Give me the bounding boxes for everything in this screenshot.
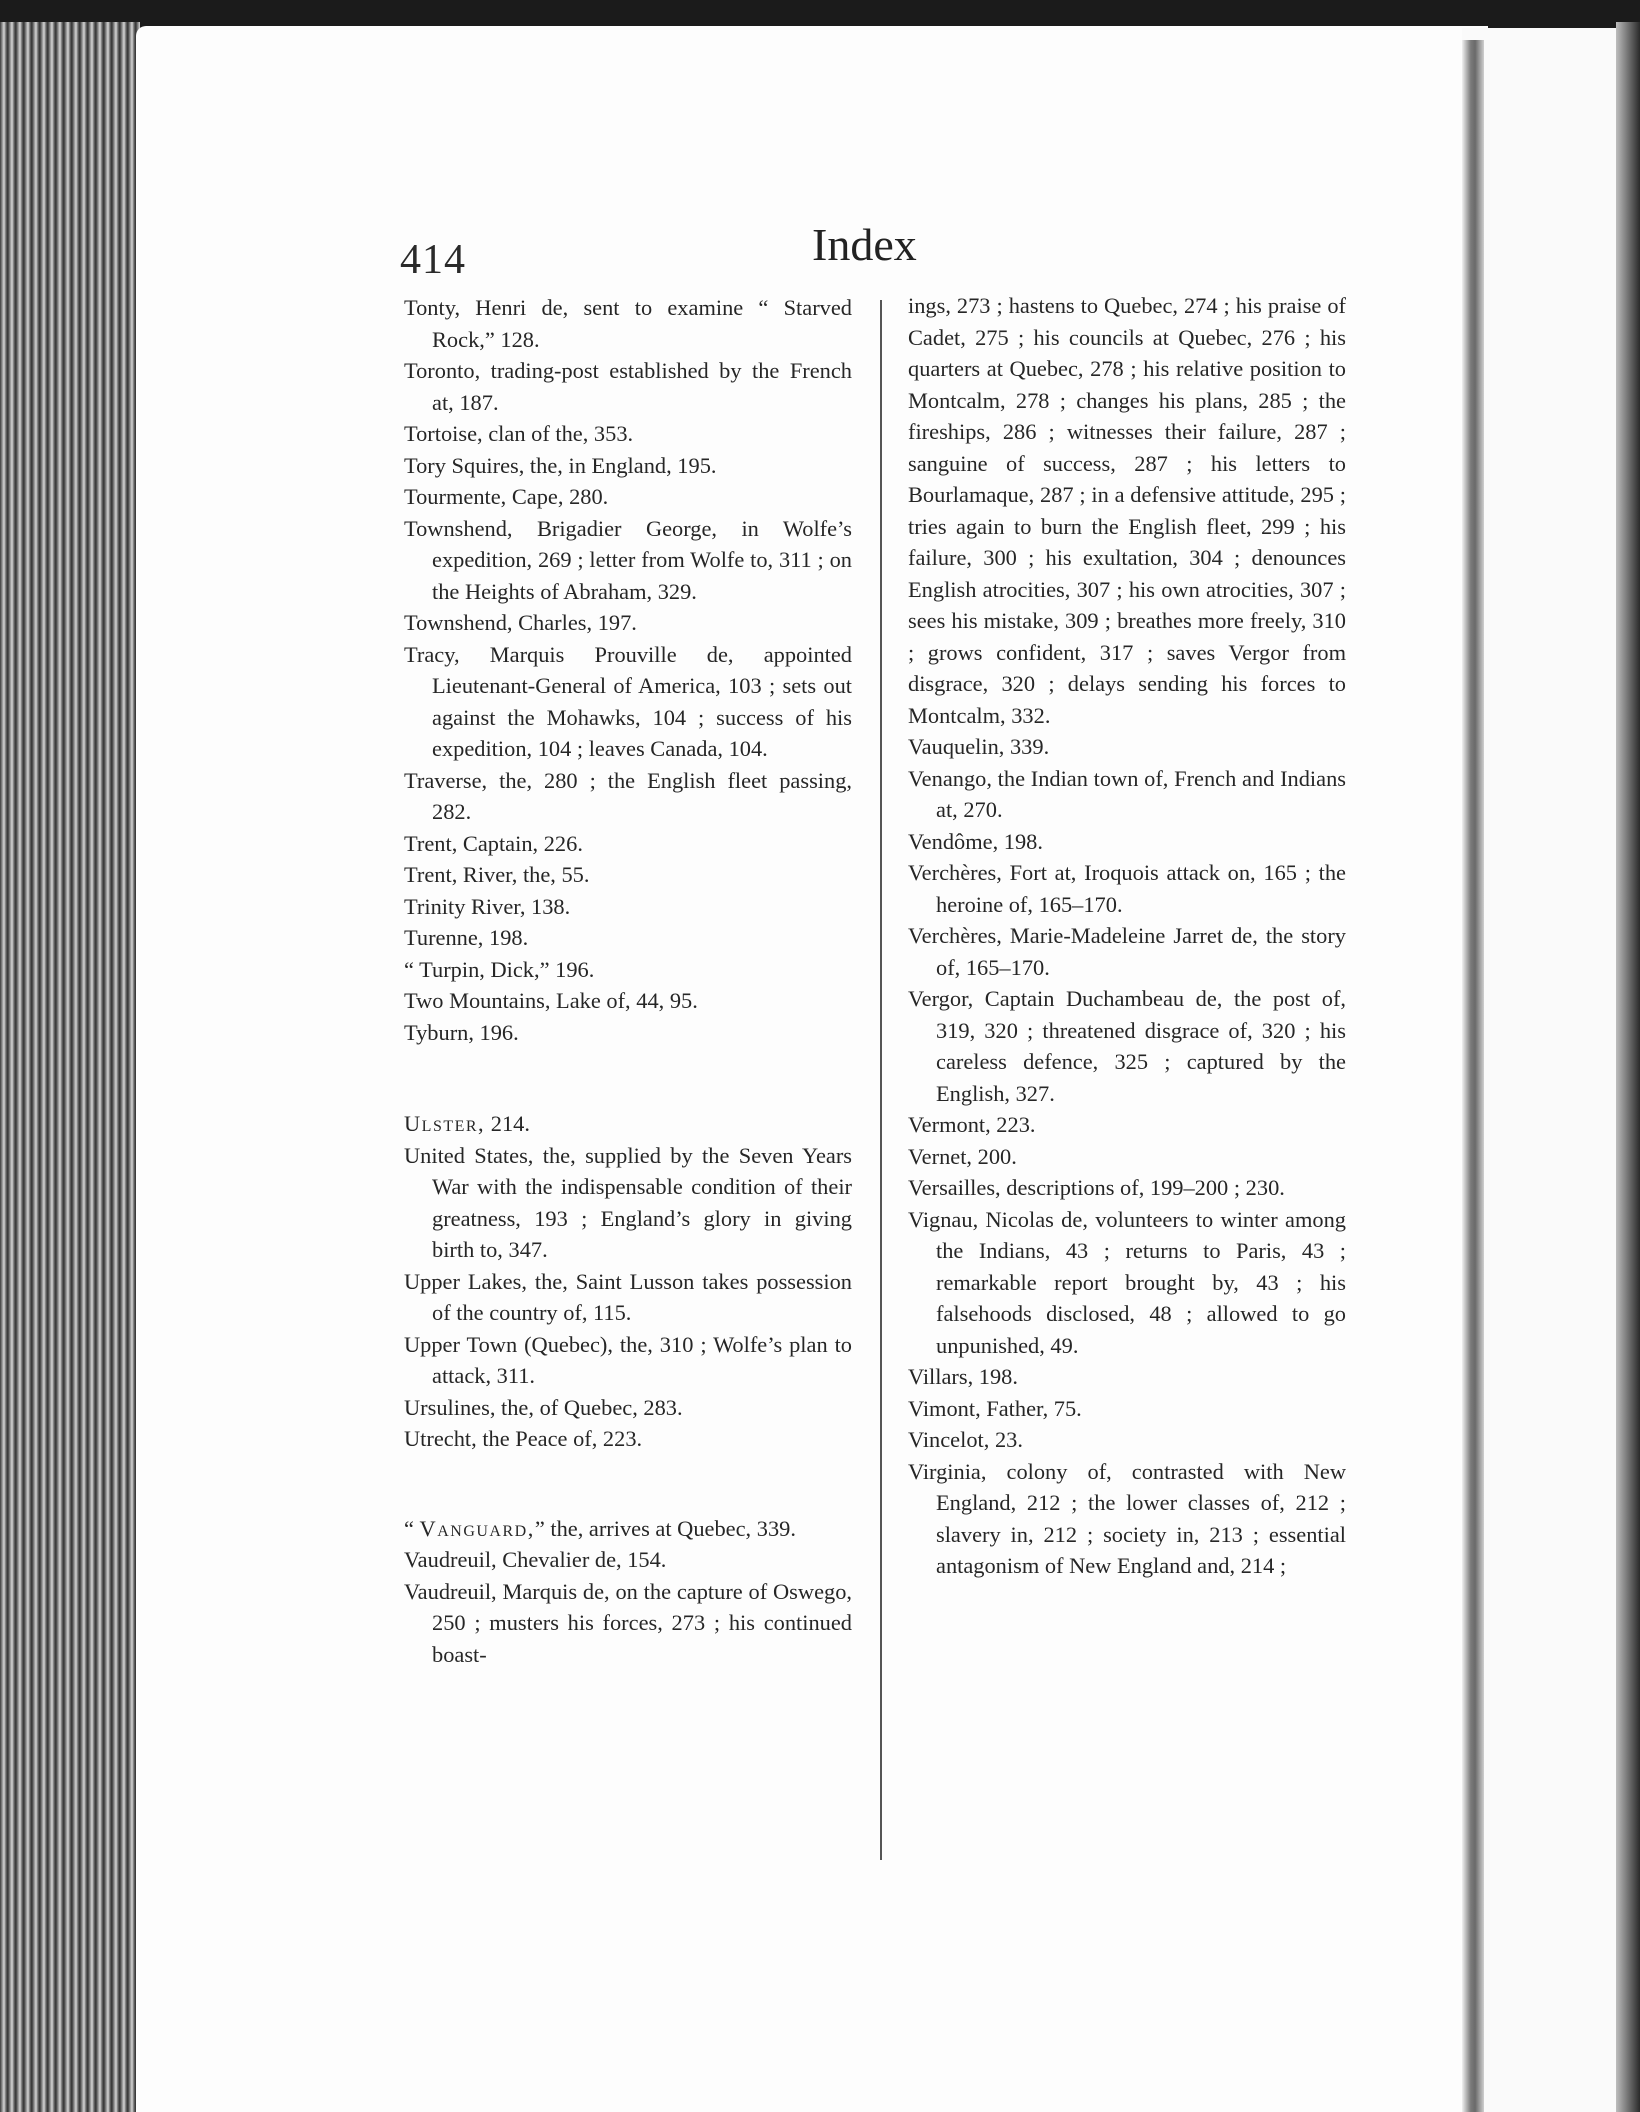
index-entry: Verchères, Fort at, Iroquois attack on, 165 ; the heroine of, 165–170.	[908, 860, 1346, 917]
book-gutter	[1462, 40, 1484, 2112]
index-entry: United States, the, supplied by the Seven Years War with the indispensable condition of their greatness, 193 ; England’s glory in giving birth to, 347.	[404, 1142, 852, 1262]
running-head-title: Index	[812, 219, 917, 270]
index-entry: Upper Lakes, the, Saint Lusson takes possession of the country of, 115.	[404, 1268, 852, 1325]
index-entry: Townshend, Brigadier George, in Wolfe’s expedition, 269 ; letter from Wolfe to, 311 ; on the Heights of Abraham, 329.	[404, 515, 852, 604]
index-entry: Ursulines, the, of Quebec, 283.	[404, 1394, 683, 1420]
index-entry: Vincelot, 23.	[908, 1427, 1023, 1452]
index-entry: Vignau, Nicolas de, volunteers to winter among the Indians, 43 ; returns to Paris, 43 ; remarkable report brought by, 43 ; his falsehoods disclosed, 48 ; allowed to go unpunished, 49.	[908, 1206, 1346, 1358]
open-quote: “	[404, 1515, 420, 1541]
index-entry: Trinity River, 138.	[404, 893, 571, 919]
index-entry: Tonty, Henri de, sent to examine “ Starved Rock,” 128.	[404, 295, 852, 352]
index-entry: Trent, Captain, 226.	[404, 830, 583, 856]
column-divider	[880, 300, 882, 1860]
index-entry: Tracy, Marquis Prouville de, appointed Lieutenant-General of America, 103 ; sets out against the Mohawks, 104 ; success of his expedition, 104 ; leaves Canada, 104.	[404, 641, 852, 761]
index-entry-pages: 214.	[485, 1111, 530, 1136]
index-entry: Villars, 198.	[908, 1364, 1018, 1389]
index-entry: Two Mountains, Lake of, 44, 95.	[404, 988, 698, 1013]
index-entry: Vaudreuil, Chevalier de, 154.	[404, 1547, 667, 1572]
index-entry: Venango, the Indian town of, French and Indians at, 270.	[908, 765, 1346, 822]
index-entry: Tory Squires, the, in England, 195.	[404, 452, 717, 478]
index-entry-vanguard	[404, 1513, 852, 1545]
index-entry: Vauquelin, 339.	[908, 734, 1050, 759]
letter-section-heading: Ulster,	[404, 1111, 486, 1136]
index-entry-continued: ings, 273 ; hastens to Quebec, 274 ; his praise of Cadet, 275 ; his councils at Quebec, 276 ; his quarters at Quebec, 278 ; his relative position to Montcalm, 278 ; changes his plans, 285 ; the fireships, 286 ; witnesses their failure, 287 ; sanguine of success, 287 ; his letters to Bourlamaque, 287 ; in a defensive attitude, 295 ; tries again to burn the English fleet, 299 ; his failure, 300 ; his exultation, 304 ; denounces English atrocities, 307 ; his own atrocities, 307 ; sees his mistake, 309 ; breathes more freely, 310 ; grows confident, 317 ; saves Vergor from disgrace, 320 ; delays sending his forces to Montcalm, 332.	[908, 293, 1346, 728]
index-entry-rest: ” the, arrives at Quebec, 339.	[534, 1515, 796, 1541]
index-entry: “ Turpin, Dick,” 196.	[404, 956, 595, 982]
index-entry: Trent, River, the, 55.	[404, 862, 590, 887]
index-entry: Upper Town (Quebec), the, 310 ; Wolfe’s plan to attack, 311.	[404, 1331, 852, 1388]
index-column-right	[908, 290, 1346, 1582]
index-entry: Townshend, Charles, 197.	[404, 610, 637, 635]
index-entry: Vendôme, 198.	[908, 828, 1043, 854]
index-entry: Virginia, colony of, contrasted with New England, 212 ; the lower classes of, 212 ; slavery in, 212 ; society in, 213 ; essential antagonism of New England and, 214 ;	[908, 1458, 1346, 1578]
letter-section-gap	[404, 1455, 852, 1513]
index-entry: Traverse, the, 280 ; the English fleet passing, 282.	[404, 767, 852, 824]
index-entry: Verchères, Marie-Madeleine Jarret de, the story of, 165–170.	[908, 923, 1346, 980]
index-entry: Vimont, Father, 75.	[908, 1395, 1082, 1421]
letter-section-gap	[404, 1048, 852, 1108]
index-entry: Turenne, 198.	[404, 925, 529, 950]
page-number: 414	[400, 237, 466, 283]
index-entry: Tourmente, Cape, 280.	[404, 484, 609, 509]
index-entry: Vaudreuil, Marquis de, on the capture of Oswego, 250 ; musters his forces, 273 ; his continued boast-	[404, 1578, 852, 1667]
index-entry: Tyburn, 196.	[404, 1019, 519, 1045]
index-entry: Toronto, trading-post established by the French at, 187.	[404, 358, 852, 415]
letter-section-heading: Vanguard,	[419, 1515, 535, 1541]
index-column-left	[404, 292, 852, 1670]
index-entry-ulster	[404, 1108, 852, 1140]
index-entry: Utrecht, the Peace of, 223.	[404, 1426, 643, 1451]
index-entry: Tortoise, clan of the, 353.	[404, 421, 634, 446]
index-entry: Vergor, Captain Duchambeau de, the post of, 319, 320 ; threatened disgrace of, 320 ; his careless defence, 325 ; captured by the English, 327.	[908, 986, 1346, 1106]
book-page-edges	[0, 22, 140, 2112]
facing-page	[1462, 28, 1640, 2112]
index-entry: Vernet, 200.	[908, 1143, 1017, 1169]
index-entry: Vermont, 223.	[908, 1112, 1036, 1137]
right-page-edge	[1616, 22, 1640, 2112]
index-entry: Versailles, descriptions of, 199–200 ; 230.	[908, 1175, 1285, 1200]
